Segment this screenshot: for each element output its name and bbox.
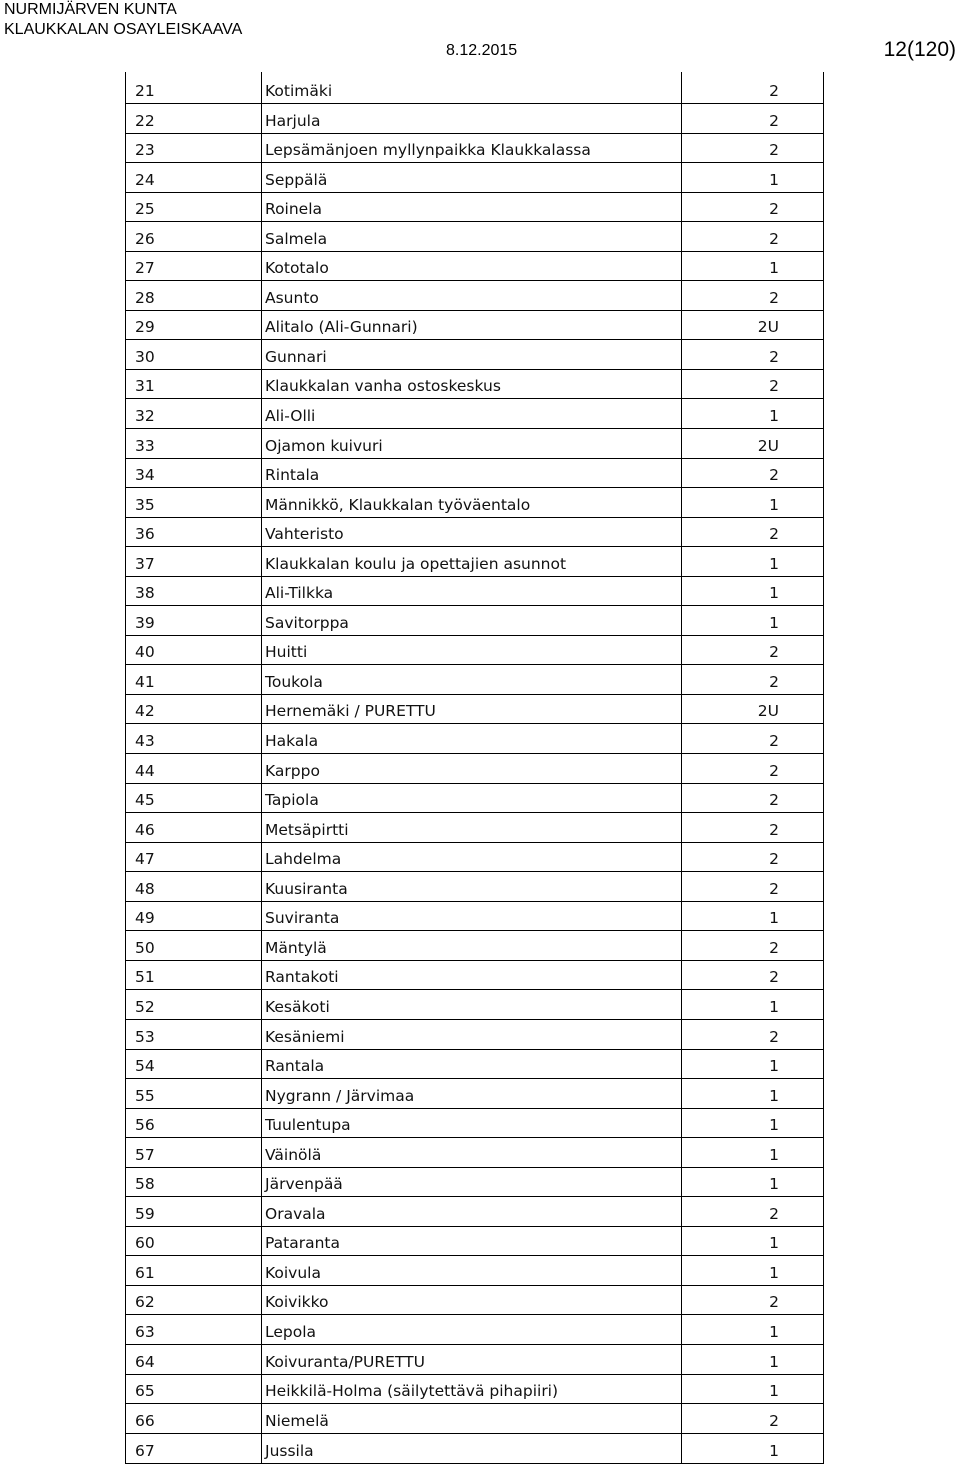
site-number: 64: [135, 1352, 155, 1371]
site-class: 2: [769, 82, 779, 100]
site-class: 2: [769, 200, 779, 219]
site-number: 41: [135, 672, 155, 691]
site-number: 32: [135, 407, 155, 426]
site-number: 48: [135, 879, 155, 898]
site-name: Asunto: [265, 288, 319, 307]
site-number: 55: [135, 1086, 155, 1105]
plan-title: KLAUKKALAN OSAYLEISKAAVA: [4, 21, 243, 38]
site-class: 1: [769, 495, 779, 514]
table-row: [126, 163, 823, 193]
table-row: [126, 488, 823, 518]
site-name: Väinölä: [265, 1145, 322, 1164]
table-row: [126, 72, 823, 104]
site-number: 63: [135, 1322, 155, 1341]
table-row: [126, 193, 823, 223]
site-class: 2: [769, 466, 779, 485]
site-class: 2: [769, 288, 779, 307]
site-number: 27: [135, 259, 155, 278]
site-class: 2: [769, 791, 779, 810]
site-class: 2: [769, 141, 779, 160]
table-row: [126, 222, 823, 252]
site-number: 24: [135, 170, 155, 189]
site-name: Oravala: [265, 1204, 326, 1223]
site-name: Koivuranta/PURETTU: [265, 1352, 425, 1371]
site-class: 2U: [757, 436, 779, 455]
site-class: 1: [769, 1234, 779, 1253]
table-row: [126, 961, 823, 991]
table-row: [126, 843, 823, 873]
site-name: Ojamon kuivuri: [265, 436, 383, 455]
site-class: 2: [769, 525, 779, 544]
site-class: 1: [769, 584, 779, 603]
table-row: [126, 784, 823, 814]
site-name: Gunnari: [265, 347, 327, 366]
site-number: 62: [135, 1293, 155, 1312]
site-number: 45: [135, 791, 155, 810]
table-row: [126, 1345, 823, 1375]
site-name: Heikkilä-Holma (säilytettävä pihapiiri): [265, 1382, 559, 1401]
site-number: 36: [135, 525, 155, 544]
site-name: Mäntylä: [265, 938, 327, 957]
site-number: 31: [135, 377, 155, 396]
site-number: 26: [135, 229, 155, 248]
site-number: 33: [135, 436, 155, 455]
site-name: Huitti: [265, 643, 308, 662]
site-class: 1: [769, 1175, 779, 1194]
site-name: Lahdelma: [265, 850, 342, 869]
table-row: [126, 1286, 823, 1316]
site-class: 2: [769, 229, 779, 248]
site-number: 61: [135, 1263, 155, 1282]
site-number: 40: [135, 643, 155, 662]
table-row: [126, 547, 823, 577]
site-class: 1: [769, 1352, 779, 1371]
site-name: Alitalo (Ali-Gunnari): [265, 318, 418, 337]
site-class: 1: [769, 1263, 779, 1282]
site-name: Tuulentupa: [265, 1116, 351, 1135]
site-class: 1: [769, 1145, 779, 1164]
site-class: 1: [769, 407, 779, 426]
table-row: [126, 1050, 823, 1080]
site-name: Seppälä: [265, 170, 328, 189]
site-name: Hakala: [265, 732, 319, 751]
site-class: 2: [769, 879, 779, 898]
site-class: 2: [769, 938, 779, 957]
table-row: [126, 370, 823, 400]
site-number: 44: [135, 761, 155, 780]
site-number: 67: [135, 1442, 155, 1461]
site-name: Roinela: [265, 200, 323, 219]
site-class: 2: [769, 820, 779, 839]
site-name: Savitorppa: [265, 613, 349, 632]
site-class: 2: [769, 968, 779, 987]
site-name: Nygrann / Järvimaa: [265, 1086, 415, 1105]
table-row: [126, 1020, 823, 1050]
table-row: [126, 281, 823, 311]
site-number: 66: [135, 1411, 155, 1430]
site-number: 29: [135, 318, 155, 337]
site-number: 53: [135, 1027, 155, 1046]
site-class: 2: [769, 377, 779, 396]
site-class: 1: [769, 1322, 779, 1341]
site-class: 1: [769, 554, 779, 573]
site-number: 42: [135, 702, 155, 721]
table-row: [126, 665, 823, 695]
site-name: Vahteristo: [265, 525, 344, 544]
table-row: [126, 1227, 823, 1257]
organization-name: NURMIJÄRVEN KUNTA: [4, 1, 177, 18]
site-name: Toukola: [265, 672, 323, 691]
site-class: 2: [769, 761, 779, 780]
site-number: 65: [135, 1382, 155, 1401]
table-row: [126, 577, 823, 607]
site-class: 2: [769, 672, 779, 691]
site-number: 25: [135, 200, 155, 219]
site-name: Kototalo: [265, 259, 329, 278]
site-class: 2: [769, 1411, 779, 1430]
site-class: 1: [769, 1086, 779, 1105]
site-name: Tapiola: [265, 791, 319, 810]
table-row: [126, 134, 823, 164]
site-name: Lepola: [265, 1322, 317, 1341]
page-number: 12(120): [883, 38, 956, 61]
site-number: 47: [135, 850, 155, 869]
site-name: Kesäkoti: [265, 997, 330, 1016]
site-class: 1: [769, 259, 779, 278]
site-name: Rintala: [265, 466, 320, 485]
site-name: Ali-Tilkka: [265, 584, 334, 603]
site-class: 1: [769, 909, 779, 928]
table-row: [126, 1375, 823, 1405]
site-name: Hernemäki / PURETTU: [265, 702, 436, 721]
site-name: Lepsämänjoen myllynpaikka Klaukkalassa: [265, 141, 591, 160]
site-number: 52: [135, 997, 155, 1016]
site-name: Kuusiranta: [265, 879, 348, 898]
site-name: Jussila: [265, 1442, 314, 1461]
table-row: [126, 1197, 823, 1227]
site-class: 2: [769, 111, 779, 130]
table-row: [126, 104, 823, 134]
table-row: [126, 429, 823, 459]
table-row: [126, 872, 823, 902]
site-name: Salmela: [265, 229, 328, 248]
table-row: [126, 813, 823, 843]
site-name: Järvenpää: [265, 1175, 343, 1194]
site-number: 22: [135, 111, 155, 130]
site-name: Kotimäki: [265, 82, 333, 100]
site-class: 2U: [757, 702, 779, 721]
site-class: 2: [769, 643, 779, 662]
site-number: 60: [135, 1234, 155, 1253]
table-row: [126, 902, 823, 932]
site-number: 35: [135, 495, 155, 514]
table-row: [126, 695, 823, 725]
site-class: 2: [769, 1027, 779, 1046]
site-name: Klaukkalan koulu ja opettajien asunnot: [265, 554, 567, 573]
site-name: Pataranta: [265, 1234, 340, 1253]
table-row: [126, 1138, 823, 1168]
site-number: 38: [135, 584, 155, 603]
site-number: 21: [135, 82, 155, 100]
site-name: Metsäpirtti: [265, 820, 349, 839]
table-row: [126, 399, 823, 429]
table-row: [126, 459, 823, 489]
table-row: [126, 1168, 823, 1198]
site-number: 37: [135, 554, 155, 573]
site-name: Koivikko: [265, 1293, 329, 1312]
table-row: [126, 724, 823, 754]
site-number: 58: [135, 1175, 155, 1194]
site-class: 2: [769, 347, 779, 366]
site-class: 2: [769, 850, 779, 869]
site-number: 28: [135, 288, 155, 307]
site-number: 54: [135, 1057, 155, 1076]
site-class: 2: [769, 1204, 779, 1223]
site-class: 1: [769, 1057, 779, 1076]
table-row: [126, 1434, 823, 1464]
site-class: 2U: [757, 318, 779, 337]
table-row: [126, 636, 823, 666]
table-row: [126, 754, 823, 784]
site-class: 1: [769, 1116, 779, 1135]
site-class: 2: [769, 732, 779, 751]
site-class: 1: [769, 1382, 779, 1401]
table-row: [126, 931, 823, 961]
site-name: Karppo: [265, 761, 320, 780]
site-class: 2: [769, 1293, 779, 1312]
site-number: 23: [135, 141, 155, 160]
site-name: Klaukkalan vanha ostoskeskus: [265, 377, 501, 396]
site-name: Harjula: [265, 111, 321, 130]
site-number: 46: [135, 820, 155, 839]
site-name: Rantakoti: [265, 968, 339, 987]
site-name: Rantala: [265, 1057, 325, 1076]
site-number: 34: [135, 466, 155, 485]
site-class: 1: [769, 1442, 779, 1461]
table-row: [126, 518, 823, 548]
site-class: 1: [769, 170, 779, 189]
table-row: [126, 1256, 823, 1286]
heritage-sites-table: [125, 72, 824, 1464]
site-number: 49: [135, 909, 155, 928]
site-number: 56: [135, 1116, 155, 1135]
site-class: 1: [769, 613, 779, 632]
site-number: 30: [135, 347, 155, 366]
table-row: [126, 990, 823, 1020]
table-row: [126, 1079, 823, 1109]
site-number: 59: [135, 1204, 155, 1223]
table-row: [126, 1404, 823, 1434]
site-name: Niemelä: [265, 1411, 329, 1430]
site-number: 57: [135, 1145, 155, 1164]
site-class: 1: [769, 997, 779, 1016]
site-name: Koivula: [265, 1263, 321, 1282]
table-row: [126, 1109, 823, 1139]
table-row: [126, 252, 823, 282]
table-row: [126, 606, 823, 636]
site-name: Suviranta: [265, 909, 340, 928]
table-row: [126, 1315, 823, 1345]
site-name: Kesäniemi: [265, 1027, 345, 1046]
site-number: 39: [135, 613, 155, 632]
site-name: Männikkö, Klaukkalan työväentalo: [265, 495, 531, 514]
site-name: Ali-Olli: [265, 407, 316, 426]
site-number: 43: [135, 732, 155, 751]
document-date: 8.12.2015: [446, 42, 518, 59]
table-row: [126, 340, 823, 370]
site-number: 51: [135, 968, 155, 987]
table-row: [126, 311, 823, 341]
site-number: 50: [135, 938, 155, 957]
